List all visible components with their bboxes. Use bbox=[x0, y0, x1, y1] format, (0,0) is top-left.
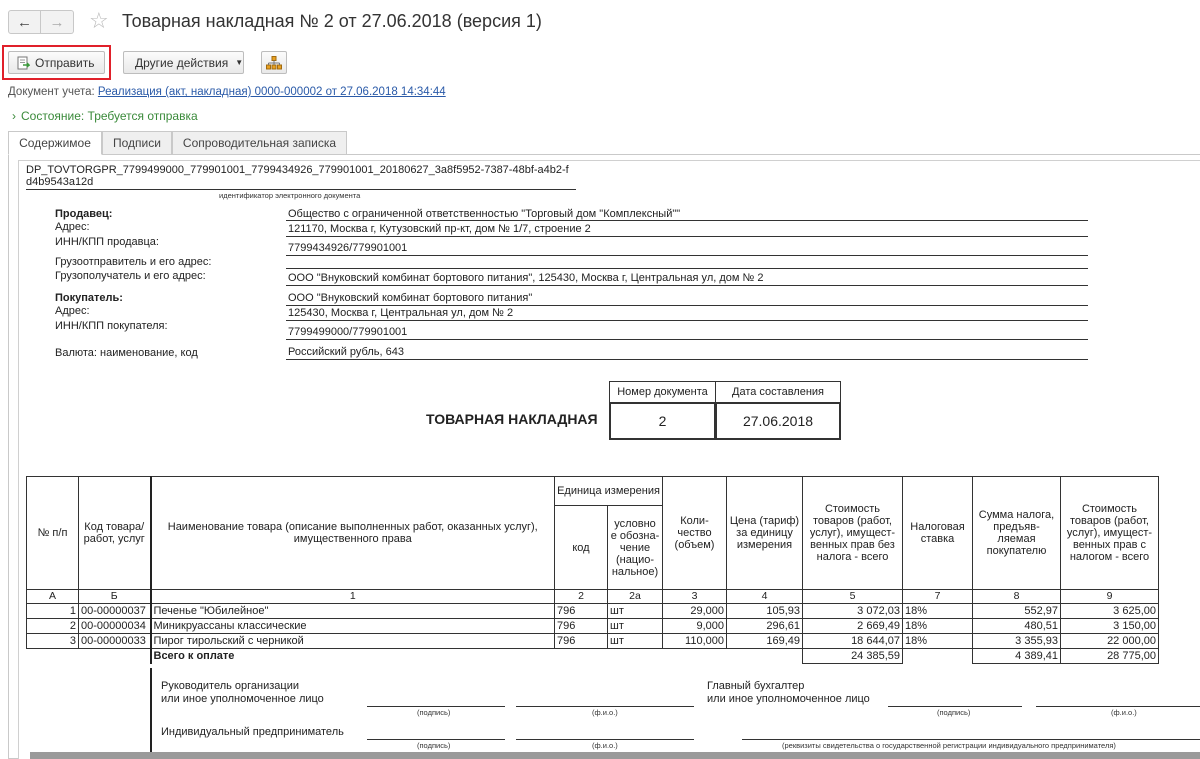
seller-inn-underline bbox=[286, 255, 1088, 256]
cell-name: Пирог тирольский с черникой bbox=[151, 634, 555, 649]
cell-total: 3 150,00 bbox=[1061, 619, 1159, 634]
account-document-link[interactable]: Реализация (акт, накладная) 0000-000002 от 27.06.2018 14:34:44 bbox=[97, 86, 446, 98]
total-row bbox=[27, 649, 1159, 664]
cell-unit-code: 796 bbox=[555, 634, 608, 649]
cell-num: 1 bbox=[27, 604, 79, 619]
seller-address-underline bbox=[286, 236, 1088, 237]
seller-address-value: 121170, Москва г, Кутузовский пр-кт, дом № 1/7, строение 2 bbox=[288, 223, 591, 235]
head-label-line2: или иное уполномоченное лицо bbox=[161, 693, 324, 705]
seller-inn-label: ИНН/КПП продавца: bbox=[55, 236, 159, 248]
document-id-line2: d4b9543a12d bbox=[26, 176, 94, 188]
doc-number-value: 2 bbox=[609, 402, 716, 440]
currency-underline bbox=[286, 359, 1088, 360]
arrow-right-icon: → bbox=[49, 13, 65, 31]
shipper-label: Грузоотправитель и его адрес: bbox=[55, 256, 212, 268]
entrepreneur-sign-caption: (подпись) bbox=[417, 741, 451, 750]
account-document-label: Документ учета: bbox=[8, 86, 95, 98]
cell-qty: 110,000 bbox=[663, 634, 727, 649]
col-number: 3 bbox=[663, 590, 727, 604]
dropdown-arrow-icon: ▼ bbox=[235, 58, 244, 67]
account-document-line bbox=[8, 86, 446, 98]
cell-price: 105,93 bbox=[727, 604, 803, 619]
total-tax: 4 389,41 bbox=[973, 649, 1061, 664]
seller-underline bbox=[286, 220, 1088, 221]
cell-total: 3 625,00 bbox=[1061, 604, 1159, 619]
buyer-value: ООО "Внуковский комбинат бортового питания" bbox=[288, 292, 533, 304]
other-actions-button[interactable] bbox=[123, 51, 244, 74]
header-unit-code: код bbox=[555, 506, 608, 590]
doc-date-value: 27.06.2018 bbox=[715, 402, 841, 440]
back-button[interactable] bbox=[8, 10, 41, 34]
seller-address-label: Адрес: bbox=[55, 221, 90, 233]
send-button[interactable] bbox=[8, 51, 105, 74]
chevron-right-icon: › bbox=[12, 109, 16, 123]
header-tax-rate: Налоговая ставка bbox=[903, 477, 973, 590]
seller-value: Общество с ограниченной ответственностью "Торговый дом "Комплексный"" bbox=[288, 208, 681, 220]
table-row bbox=[27, 634, 1159, 649]
cell-rate: 18% bbox=[903, 619, 973, 634]
total-sum: 28 775,00 bbox=[1061, 649, 1159, 664]
favorite-star-icon[interactable]: ☆ bbox=[89, 8, 109, 33]
cell-name: Миникруассаны классические bbox=[151, 619, 555, 634]
table-row bbox=[27, 604, 1159, 619]
currency-label: Валюта: наименование, код bbox=[55, 347, 198, 359]
col-number: 9 bbox=[1061, 590, 1159, 604]
consignee-underline bbox=[286, 285, 1088, 286]
head-sign-caption: (подпись) bbox=[417, 708, 451, 717]
document-structure-button[interactable] bbox=[261, 51, 287, 74]
cell-code: 00-00000033 bbox=[79, 634, 151, 649]
buyer-address-value: 125430, Москва г, Центральная ул, дом № 2 bbox=[288, 307, 514, 319]
cell-name: Печенье "Юбилейное" bbox=[151, 604, 555, 619]
entrepreneur-name-caption: (ф.и.о.) bbox=[592, 741, 618, 750]
header-name: Наименование товара (описание выполненных работ, оказанных услуг), имущественного права bbox=[151, 477, 555, 590]
header-cost-no-tax: Стоимость товаров (работ, услуг), имущест- венных прав без налога - всего bbox=[803, 477, 903, 590]
cell-unit: шт bbox=[608, 619, 663, 634]
cell-qty: 9,000 bbox=[663, 619, 727, 634]
entrepreneur-reg-caption: (реквизиты свидетельства о государственной регистрации индивидуального предпринимателя) bbox=[782, 741, 1116, 750]
header-num: № п/п bbox=[27, 477, 79, 590]
header-qty: Коли- чество (объем) bbox=[663, 477, 727, 590]
seller-inn-value: 7799434926/779901001 bbox=[288, 242, 408, 254]
header-tax-sum: Сумма налога, предъяв- ляемая покупателю bbox=[973, 477, 1061, 590]
state-line[interactable] bbox=[12, 109, 198, 123]
state-text: Состояние: Требуется отправка bbox=[21, 109, 198, 123]
window-title: Товарная накладная № 2 от 27.06.2018 (версия 1) bbox=[122, 11, 542, 31]
send-button-label: Отправить bbox=[35, 55, 95, 70]
cell-unit: шт bbox=[608, 634, 663, 649]
col-number: 7 bbox=[903, 590, 973, 604]
doc-number-header: Номер документа bbox=[609, 381, 716, 403]
cell-qty: 29,000 bbox=[663, 604, 727, 619]
id-underline bbox=[26, 189, 576, 190]
cell-unit-code: 796 bbox=[555, 604, 608, 619]
cell-num: 2 bbox=[27, 619, 79, 634]
cell-num: 3 bbox=[27, 634, 79, 649]
cell-rate: 18% bbox=[903, 604, 973, 619]
document-id-caption: идентификатор электронного документа bbox=[219, 191, 361, 200]
document-title: ТОВАРНАЯ НАКЛАДНАЯ bbox=[426, 411, 598, 427]
chief-name-line bbox=[1036, 706, 1200, 707]
entrepreneur-sign-line bbox=[367, 739, 505, 740]
cell-cost: 18 644,07 bbox=[803, 634, 903, 649]
cell-total: 22 000,00 bbox=[1061, 634, 1159, 649]
buyer-inn-underline bbox=[286, 339, 1088, 340]
col-number: А bbox=[27, 590, 79, 604]
chief-label-line1: Главный бухгалтер bbox=[707, 680, 805, 692]
cell-tax: 480,51 bbox=[973, 619, 1061, 634]
forward-button[interactable] bbox=[41, 10, 74, 34]
shipper-underline bbox=[286, 268, 1088, 269]
total-label: Всего к оплате bbox=[151, 649, 803, 664]
head-name-line bbox=[516, 706, 694, 707]
chief-label-line2: или иное уполномоченное лицо bbox=[707, 693, 870, 705]
tab-content[interactable]: Содержимое bbox=[8, 131, 102, 155]
cell-cost: 2 669,49 bbox=[803, 619, 903, 634]
head-label-line1: Руководитель организации bbox=[161, 680, 300, 692]
col-number: 8 bbox=[973, 590, 1061, 604]
cell-price: 296,61 bbox=[727, 619, 803, 634]
buyer-inn-value: 7799499000/779901001 bbox=[288, 326, 408, 338]
head-name-caption: (ф.и.о.) bbox=[592, 708, 618, 717]
col-number: Б bbox=[79, 590, 151, 604]
chief-sign-caption: (подпись) bbox=[937, 708, 971, 717]
document-paper bbox=[18, 160, 1200, 759]
tab-cover-note[interactable]: Сопроводительная записка bbox=[172, 131, 347, 155]
cell-unit-code: 796 bbox=[555, 619, 608, 634]
table-row bbox=[27, 619, 1159, 634]
cell-rate: 18% bbox=[903, 634, 973, 649]
buyer-inn-label: ИНН/КПП покупателя: bbox=[55, 320, 168, 332]
document-id-line1: DP_TOVTORGPR_7799499000_779901001_7799434926_779901001_20180627_3a8f5952-7387-48bf-a4b2-f bbox=[26, 164, 569, 176]
entrepreneur-reg-line bbox=[742, 739, 1200, 740]
buyer-label: Покупатель: bbox=[55, 292, 123, 304]
head-sign-line bbox=[367, 706, 505, 707]
chief-name-caption: (ф.и.о.) bbox=[1111, 708, 1137, 717]
consignee-value: ООО "Внуковский комбинат бортового питания", 125430, Москва г, Центральная ул, дом № 2 bbox=[288, 272, 764, 284]
col-number: 2 bbox=[555, 590, 608, 604]
other-actions-label: Другие действия bbox=[135, 55, 229, 70]
entrepreneur-label: Индивидуальный предприниматель bbox=[161, 726, 344, 738]
cell-tax: 552,97 bbox=[973, 604, 1061, 619]
buyer-address-label: Адрес: bbox=[55, 305, 90, 317]
cell-price: 169,49 bbox=[727, 634, 803, 649]
seller-label: Продавец: bbox=[55, 208, 113, 220]
total-cost: 24 385,59 bbox=[803, 649, 903, 664]
buyer-address-underline bbox=[286, 320, 1088, 321]
signature-block-border bbox=[150, 668, 152, 752]
doc-date-header: Дата составления bbox=[715, 381, 841, 403]
header-unit: Единица измерения bbox=[555, 477, 663, 506]
send-document-icon bbox=[16, 56, 30, 70]
entrepreneur-name-line bbox=[516, 739, 694, 740]
currency-value: Российский рубль, 643 bbox=[288, 346, 404, 358]
chief-sign-line bbox=[888, 706, 1022, 707]
structure-icon bbox=[266, 56, 282, 70]
header-unit-symbol: условно е обозна- чение (нацио- нальное) bbox=[608, 506, 663, 590]
header-cost-with-tax: Стоимость товаров (работ, услуг), имущест- венных прав с налогом - всего bbox=[1061, 477, 1159, 590]
header-code: Код товара/ работ, услуг bbox=[79, 477, 151, 590]
col-number: 2а bbox=[608, 590, 663, 604]
col-number: 4 bbox=[727, 590, 803, 604]
cell-code: 00-00000037 bbox=[79, 604, 151, 619]
header-price: Цена (тариф) за единицу измерения bbox=[727, 477, 803, 590]
col-number: 1 bbox=[151, 590, 555, 604]
buyer-underline bbox=[286, 305, 1088, 306]
cell-unit: шт bbox=[608, 604, 663, 619]
cell-cost: 3 072,03 bbox=[803, 604, 903, 619]
tab-signatures[interactable]: Подписи bbox=[102, 131, 172, 155]
consignee-label: Грузополучатель и его адрес: bbox=[55, 270, 206, 282]
cell-tax: 3 355,93 bbox=[973, 634, 1061, 649]
horizontal-scrollbar[interactable] bbox=[30, 752, 1200, 759]
goods-table bbox=[26, 476, 1159, 664]
col-number: 5 bbox=[803, 590, 903, 604]
arrow-left-icon: ← bbox=[17, 13, 32, 31]
cell-code: 00-00000034 bbox=[79, 619, 151, 634]
